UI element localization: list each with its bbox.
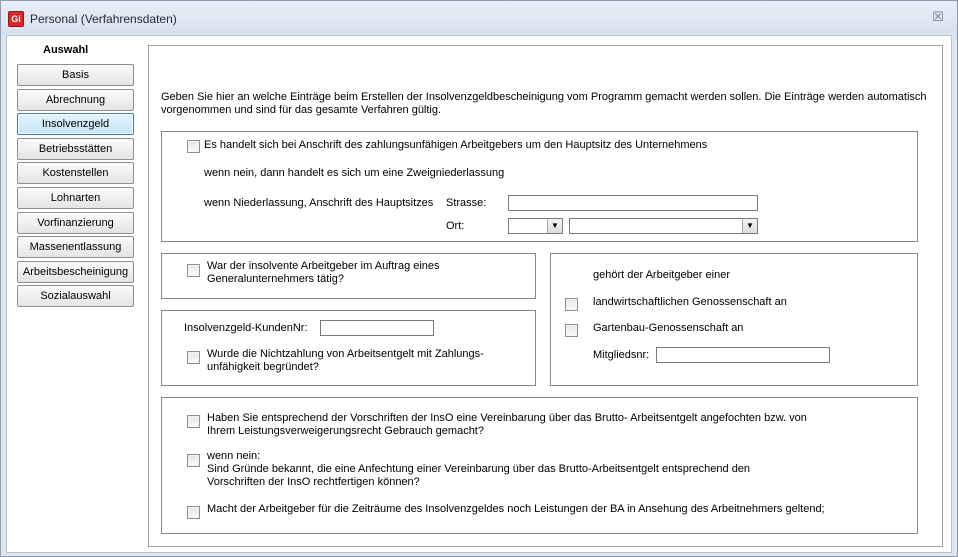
hauptsitz-group [161, 131, 918, 242]
landwirtschaft-label: landwirtschaftlichen Genossenschaft an [593, 296, 787, 308]
genossenschaft-heading: gehört der Arbeitgeber einer [593, 269, 730, 281]
plz-dropdown[interactable] [508, 218, 563, 234]
nav-massenentlassung-button[interactable]: Massenentlassung [17, 236, 134, 258]
gartenbau-checkbox[interactable] [565, 324, 578, 337]
kundennr-label: Insolvenzgeld-KundenNr: [184, 322, 308, 334]
strasse-input[interactable] [508, 195, 758, 211]
nav-sozialauswahl-button[interactable]: Sozialauswahl [17, 285, 134, 307]
mitgliedsnr-label: Mitgliedsnr: [593, 349, 650, 361]
inso-group [161, 397, 918, 534]
gruende-checkbox[interactable] [187, 454, 200, 467]
leistungen-ba-checkbox[interactable] [187, 506, 200, 519]
ort-dropdown[interactable] [569, 218, 758, 234]
nav-arbeitsbescheinigung-button[interactable]: Arbeitsbescheinigung [17, 261, 134, 283]
landwirtschaft-checkbox[interactable] [565, 298, 578, 311]
mitgliedsnr-input[interactable] [656, 347, 830, 363]
intro-text: Geben Sie hier an welche Einträge beim Erstellen der Insolvenzgeldbescheinigung vom Programm gemacht werden sollen. Die Einträge werden automatisch vorgenommen und sind für das gesamte Verfahren gültig. [161, 91, 927, 116]
hauptsitz-label: Es handelt sich bei Anschrift des zahlungsunfähigen Arbeitgebers um den Hauptsitz des Unternehmens [204, 139, 708, 151]
window-title: Personal (Verfahrensdaten) [30, 12, 177, 26]
anfechtung-checkbox[interactable] [187, 415, 200, 428]
close-icon[interactable]: ☒ [932, 9, 944, 24]
nav-lohnarten-button[interactable]: Lohnarten [17, 187, 134, 209]
title-bar [1, 1, 957, 34]
hauptsitz-checkbox[interactable] [187, 140, 200, 153]
gruende-label: Sind Gründe bekannt, die eine Anfechtung einer Vereinbarung über das Brutto-Arbeitsentgelt entsprechend den Vorschriften der InsO rechtfertigen können? [207, 463, 751, 488]
kundennr-group [161, 310, 536, 386]
zweigniederlassung-hint: wenn nein, dann handelt es sich um eine Zweigniederlassung [204, 167, 505, 179]
generalunternehmer-label: War der insolvente Arbeitgeber im Auftrag eines Generalunternehmers tätig? [207, 260, 440, 285]
generalunternehmer-checkbox[interactable] [187, 264, 200, 277]
gartenbau-label: Gartenbau-Genossenschaft an [593, 322, 744, 334]
nichtzahlung-label: Wurde die Nichtzahlung von Arbeitsentgelt mit Zahlungs-unfähigkeit begründet? [207, 348, 484, 373]
kundennr-input[interactable] [320, 320, 434, 336]
chevron-down-icon[interactable]: ▼ [547, 219, 562, 233]
nav-abrechnung-button[interactable]: Abrechnung [17, 89, 134, 111]
ort-label: Ort: [446, 220, 465, 232]
nav-insolvenzgeld-button[interactable]: Insolvenzgeld [17, 113, 134, 135]
nichtzahlung-checkbox[interactable] [187, 351, 200, 364]
leistungen-ba-label: Macht der Arbeitgeber für die Zeiträume des Insolvenzgeldes noch Leistungen der BA in Ansehung des Arbeitnehmers geltend; [207, 503, 825, 515]
nav-betriebsstaetten-button[interactable]: Betriebsstätten [17, 138, 134, 160]
nav-vorfinanzierung-button[interactable]: Vorfinanzierung [17, 212, 134, 234]
genossenschaft-group [550, 253, 918, 386]
chevron-down-icon[interactable]: ▼ [742, 219, 757, 233]
gruende-heading: wenn nein: [207, 450, 261, 462]
nav-basis-button[interactable]: Basis [17, 64, 134, 86]
nav-heading: Auswahl [43, 44, 89, 56]
nav-kostenstellen-button[interactable]: Kostenstellen [17, 162, 134, 184]
generalunternehmer-group [161, 253, 536, 299]
strasse-label: Strasse: [446, 197, 487, 209]
client-area [6, 35, 952, 553]
insolvenzgeld-panel [148, 45, 943, 547]
address-label: wenn Niederlassung, Anschrift des Hauptsitzes [204, 197, 434, 209]
app-logo-icon: Gi [8, 11, 24, 27]
anfechtung-label: Haben Sie entsprechend der Vorschriften der InsO eine Vereinbarung über das Brutto- Arbeitsentgelt angefochten bzw. von Ihrem Leistungsverweigerungsrecht Gebrauch gemacht? [207, 412, 807, 437]
